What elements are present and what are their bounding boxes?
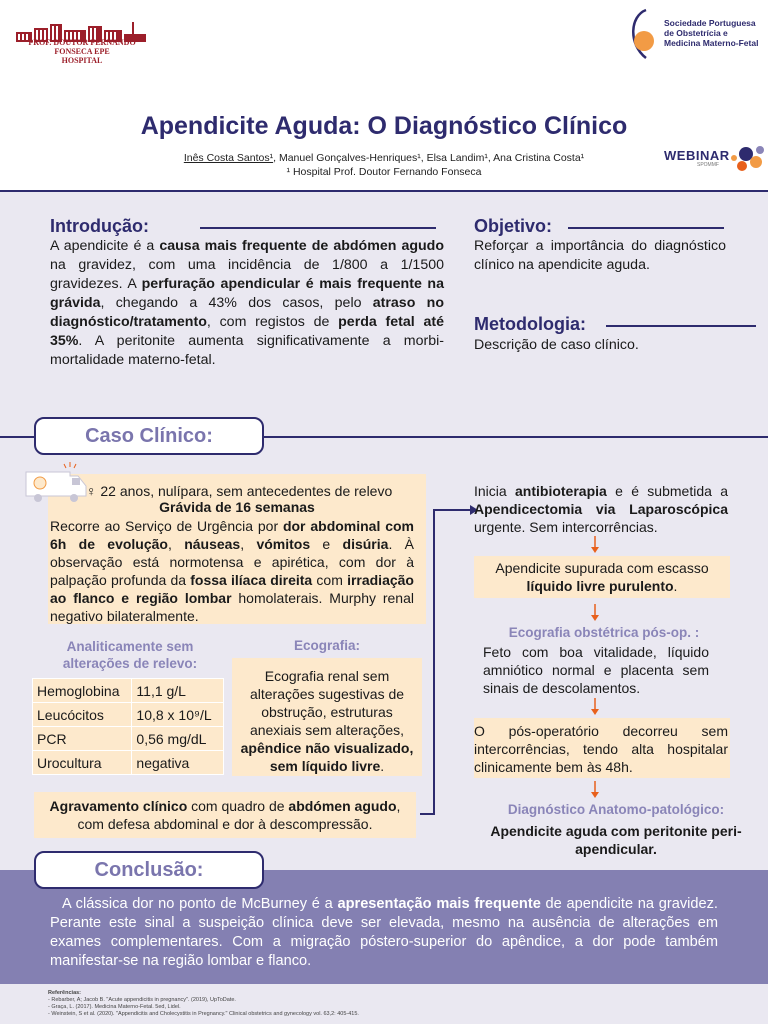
objective-heading: Objetivo: <box>474 216 553 236</box>
echo-findings: Ecografia renal sem alterações sugestivas de obstrução, estruturas anexiais sem alterações, apêndice não visualizado, sem líquido livre. <box>240 668 414 774</box>
methodology-divider <box>606 325 756 327</box>
postop-echo-text: Feto com boa vitalidade, líquido amniótico normal e placenta sem sinais de descolamentos. <box>483 644 709 696</box>
flow-connector <box>420 500 480 820</box>
society-name: Sociedade Portuguesa de Obstetrícia e Medicina Materno-Fetal <box>664 18 759 48</box>
other-authors: , Manuel Gonçalves-Henriques¹, Elsa Landim¹, Ana Cristina Costa¹ <box>273 152 585 164</box>
lab-test-name: Urocultura <box>33 751 132 775</box>
lab-row <box>33 727 224 751</box>
postop-echo-heading: Ecografia obstétrica pós-op. : <box>508 625 700 640</box>
reference-item: - Rebarber, A; Jacob B. "Acute appendicitis in pregnancy". (2019), UpToDate. <box>48 997 236 1003</box>
labs-table <box>32 678 224 775</box>
lab-test-name: Hemoglobina <box>33 679 132 703</box>
down-arrow-icon <box>590 536 600 554</box>
lab-row <box>33 703 224 727</box>
conclusion-heading: Conclusão: <box>94 859 204 881</box>
first-author: Inês Costa Santos¹ <box>183 152 274 164</box>
methodology-heading: Metodologia: <box>474 314 586 334</box>
hospital-name-line1: PROF. DOUTOR FERNANDO FONSECA EPE <box>28 38 136 56</box>
intro-heading: Introdução: <box>50 216 149 236</box>
conclusion-paragraph: A clássica dor no ponto de McBurney é a apresentação mais frequente de apendicite na gravidez. Perante este sinal a suspeição clínica deve ser elevada, mesmo na ausência de alterações em exames complementares. Com a migração póstero-superior do apêndice, a dor pode também manifestar-se na região lombar e flanco. <box>50 896 718 969</box>
webinar-sublabel: SPOMMF <box>697 162 719 168</box>
postop-course-text: O pós-operatório decorreu sem intercorrências, tendo alta hospitalar clinicamente bem às 48h. <box>474 723 728 775</box>
treatment-step: Inicia antibioterapia e é submetida a Apendicectomia via Laparoscópica urgente. Sem intercorrências. <box>474 483 728 535</box>
lab-test-name: Leucócitos <box>33 703 132 727</box>
lab-test-value: 11,1 g/L <box>132 679 224 703</box>
lab-row <box>33 679 224 703</box>
lab-test-value: 10,8 x 10⁹/L <box>132 703 224 727</box>
down-arrow-icon <box>590 604 600 622</box>
intro-paragraph: A apendicite é a causa mais frequente de abdómen agudo na gravidez, com uma incidência de 1/800 a 1/1500 gravidezes. A perfuração apendicular é mais frequente na grávida, chegando a 43% dos casos, pelo atraso no diagnóstico/tratamento, com registos de perda fetal até 35%. A peritonite aumenta significativamente a morbi-mortalidade materno-fetal. <box>50 238 444 368</box>
webinar-label: WEBINAR <box>664 148 730 163</box>
gestational-age: Grávida de 16 semanas <box>159 499 315 515</box>
objective-divider <box>568 227 724 229</box>
reference-item: - Graça, L. (2017). Medicina Materno-Fetal. 5ed, Lidel. <box>48 1004 181 1010</box>
down-arrow-icon <box>590 781 600 799</box>
poster-title: Apendicite Aguda: O Diagnóstico Clínico <box>140 112 628 140</box>
hospital-name <box>12 38 152 65</box>
case-presentation: Recorre ao Serviço de Urgência por dor abdominal com 6h de evolução, náuseas, vómitos e disúria. À observação está normotensa e apirética, com dor à palpação profunda da fossa ilíaca direita com irradiação ao flanco e região lombar homolaterais. Murphy renal negativo bilateralmente. <box>50 518 414 624</box>
society-logo-icon <box>624 8 660 60</box>
echo-heading: Ecografia: <box>293 638 361 653</box>
surgery-finding: Apendicite supurada com escasso líquido livre purulento. <box>495 560 709 594</box>
labs-heading: Analiticamente sem alterações de relevo: <box>62 639 198 671</box>
lab-test-value: 0,56 mg/dL <box>132 727 224 751</box>
lab-row <box>33 751 224 775</box>
worsening-text: Agravamento clínico com quadro de abdómen agudo, com defesa abdominal e dor à descompressão. <box>49 798 401 832</box>
down-arrow-icon <box>590 698 600 716</box>
patient-summary: ♀ 22 anos, nulípara, sem antecedentes de relevo <box>86 483 393 499</box>
references <box>48 990 548 1018</box>
pathology-result: Apendicite aguda com peritonite peri-apendicular. <box>490 823 742 857</box>
pathology-heading: Diagnóstico Anatomo-patológico: <box>507 802 725 817</box>
objective-paragraph: Reforçar a importância do diagnóstico clínico na apendicite aguda. <box>474 238 726 273</box>
intro-divider <box>200 227 436 229</box>
affiliation: ¹ Hospital Prof. Doutor Fernando Fonseca <box>286 166 482 178</box>
lab-test-value: negativa <box>132 751 224 775</box>
ambulance-icon <box>24 462 88 504</box>
references-label: Referências: <box>48 990 82 996</box>
author-list <box>0 152 768 164</box>
reference-item: - Weinstein, S et al. (2020). "Appendicitis and Cholecystitis in Pregnancy." Clinical obstetrics and gynecology vol. 63,2: 405-415. <box>48 1011 359 1017</box>
lab-test-name: PCR <box>33 727 132 751</box>
case-heading: Caso Clínico: <box>85 425 213 447</box>
hospital-name-line2: HOSPITAL <box>61 56 103 65</box>
methodology-paragraph: Descrição de caso clínico. <box>474 337 639 353</box>
